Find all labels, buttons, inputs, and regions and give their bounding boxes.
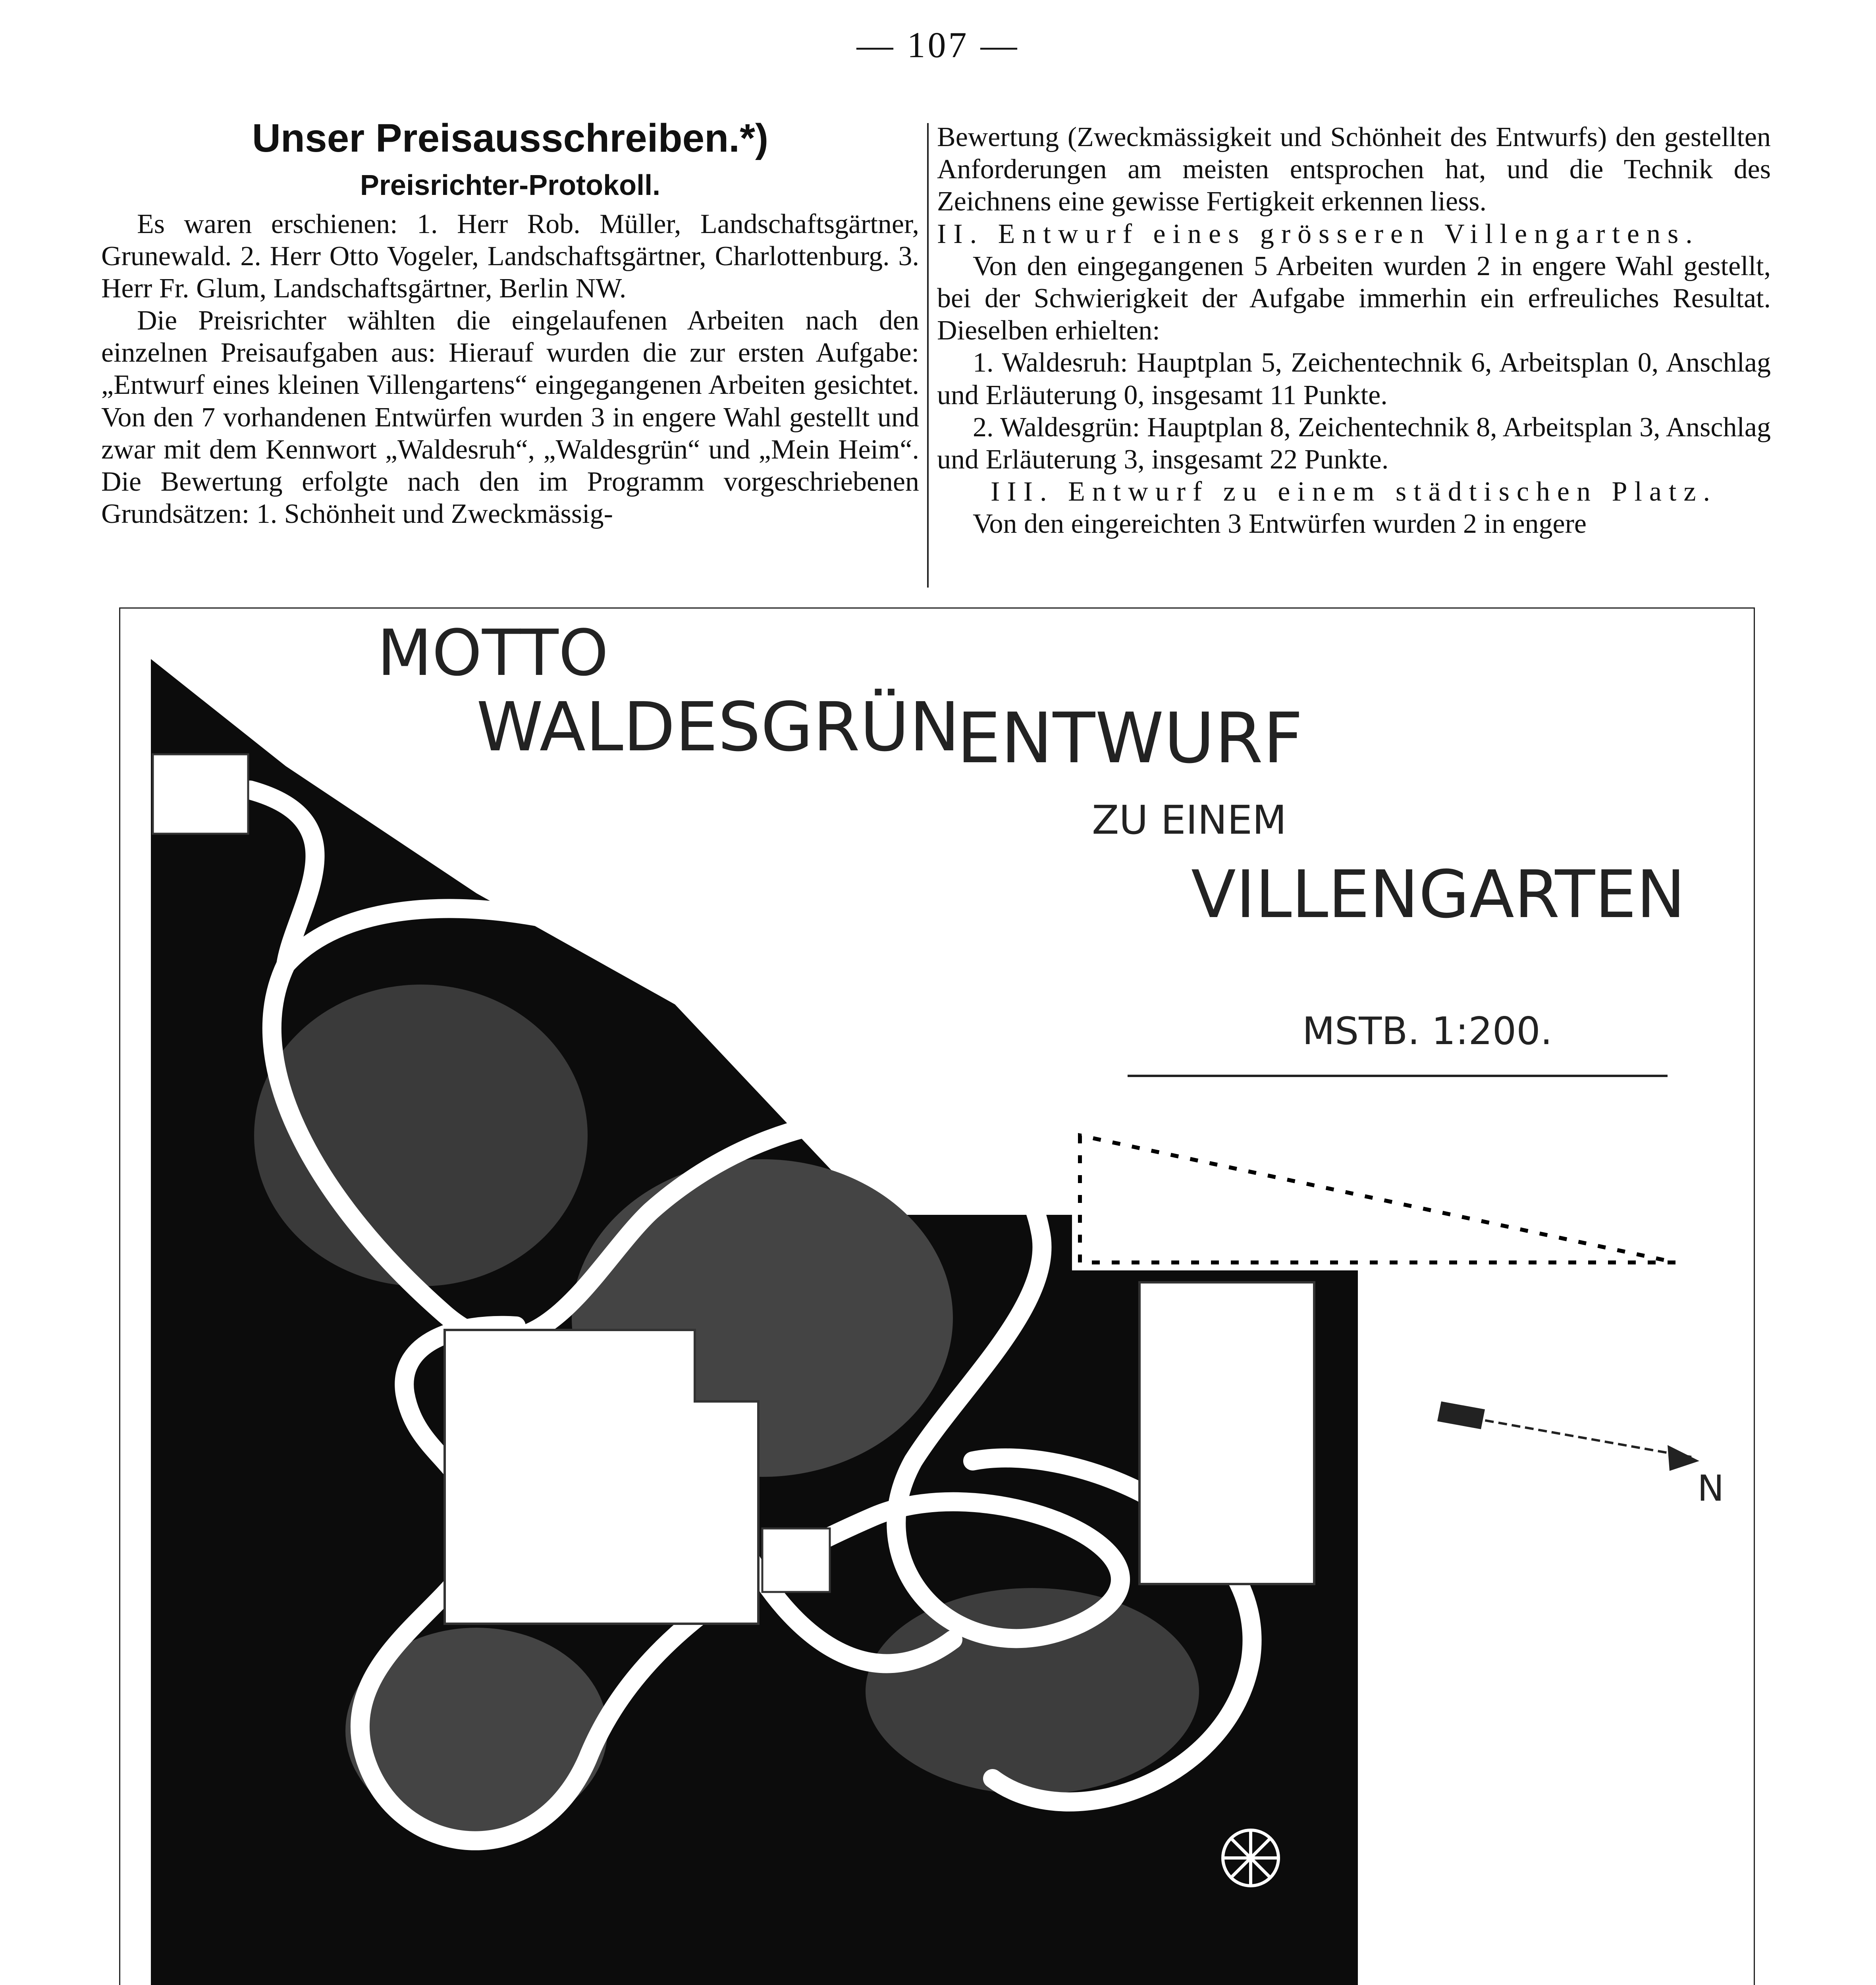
garden-plan-illustration xyxy=(119,607,1755,1985)
lawn-area xyxy=(866,1588,1199,1794)
plan-heading-villengarten: VILLENGARTEN xyxy=(1191,856,1685,933)
section-heading: II. Entwurf eines grösseren Villengartens. xyxy=(937,218,1700,249)
article-top-left-column xyxy=(101,115,919,530)
paragraph: Von den eingereichten 3 Entwürfen wurden 2 in engere xyxy=(973,509,1587,540)
list-item: 2. Waldesgrün: Hauptplan 8, Zeichentechnik 8, Arbeitsplan 3, Anschlag und Erläuterung 3, insgesamt 22 Punkte. xyxy=(937,412,1771,475)
plan-scale-label: MSTB. 1:200. xyxy=(1302,1010,1552,1053)
paragraph: Von den eingegangenen 5 Arbeiten wurden 2 in engere Wahl gestellt, bei der Schwierigkeit der Aufgabe immerhin ein erfreuliches Resultat. Dieselben erhielten: xyxy=(937,251,1771,346)
paragraph: Die Preisrichter wählten die eingelaufenen Arbeiten nach den einzelnen Preisaufgaben aus: Hierauf wurden die zur ersten Aufgabe: „Entwurf eines kleinen Villengartens“ eingegangenen Arbeiten gesichtet. Von den 7 vorhandenen Entwürfen wurden 3 in engere Wahl gestellt und zwar mit dem Kennwort „Waldesruh“, „Waldesgrün“ und „Mein Heim“. Die Bewertung erfolgte nach den im Programm vorgeschriebenen Grundsätzen: 1. Schönheit und Zweckmässig- xyxy=(101,305,919,530)
paragraph: Es waren erschienen: 1. Herr Rob. Müller, Landschaftsgärtner, Grunewald. 2. Herr Otto Vogeler, Landschaftsgärtner, Charlottenburg. 3. Herr Fr. Glum, Landschaftsgärtner, Berlin NW. xyxy=(101,208,919,304)
gate-house xyxy=(153,754,248,834)
paragraph: Bewertung (Zweckmässigkeit und Schönheit des Entwurfs) den gestellten Anforderungen am meisten entsprochen hat, und die Technik des Zeichnens eine gewisse Fertigkeit erkennen liess. xyxy=(937,122,1771,217)
plan-name-label: WALDESGRÜN xyxy=(476,688,960,767)
article-subtitle: Preisrichter-Protokoll. xyxy=(360,170,661,201)
plan-motto-label: MOTTO xyxy=(377,616,609,690)
plan-north-label: N xyxy=(1697,1468,1724,1509)
column-divider-top xyxy=(927,123,929,588)
garden-ornament-icon xyxy=(1223,1830,1278,1886)
section-heading: III. Entwurf zu einem städtischen Platz. xyxy=(991,476,1717,507)
plan-heading-zu-einem: ZU EINEM xyxy=(1092,797,1287,843)
article-top-right-column xyxy=(937,121,1771,540)
page-number: — 107 — xyxy=(856,25,1020,65)
list-item: 1. Waldesruh: Hauptplan 5, Zeichentechnik 6, Arbeitsplan 0, Anschlag und Erläuterung 0, insgesamt 11 Punkte. xyxy=(937,347,1771,410)
villa-annex xyxy=(762,1528,830,1592)
plan-heading-entwurf: ENTWURF xyxy=(957,698,1303,779)
outbuilding xyxy=(1139,1282,1314,1584)
article-title: Unser Preisausschreiben.*) xyxy=(252,116,769,160)
